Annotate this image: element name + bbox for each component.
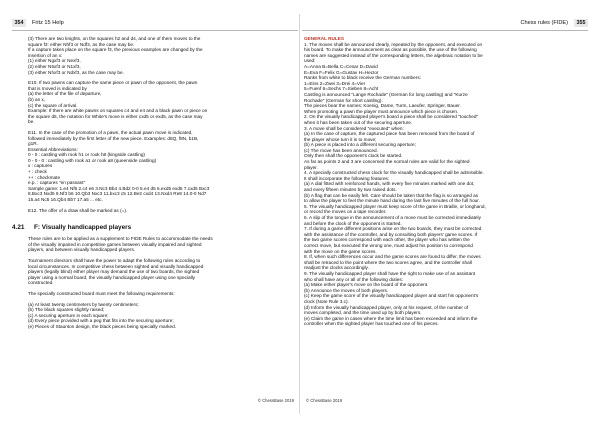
text-line: followed immediately by the first letter of the new piece. Examples: d8Q, f8N, b1B, (28, 135, 199, 141)
text-line: his board. To make the announcement as clear as possible, the use of the following (304, 47, 477, 53)
text-line: and before the clock of the opponent is started. (304, 220, 402, 226)
text-line: 5. The visually handicapped player must keep score of the game in Braille, or longhand, (304, 203, 486, 209)
text-line: (d) Every piece provided with a peg that fits into the securing aperture; (28, 318, 174, 324)
paragraph (28, 80, 296, 125)
text-line: clock (Note Rule 3.c). (304, 298, 349, 304)
text-line: insertion of an x: (28, 52, 63, 58)
header-title: Chess rules (FIDE) (520, 20, 568, 26)
right-page (302, 0, 588, 424)
text-line: Ranks from white to black receive the German numbers: (304, 75, 421, 81)
text-line: when it has been taken out of the securing aperture. (304, 119, 413, 125)
text-line: square f3: either Nhf3 or Ndf3, as the case may be. (28, 41, 135, 47)
section-title: F: Visually handicapped players (34, 224, 132, 232)
text-line: 1. The moves shall be announced clearly, repeated by the opponent, and executed on (304, 41, 483, 47)
text-line: The pieces bear the names: Koenig, Dame, Turm, Laeufer, Springer, Bauer. (304, 103, 461, 109)
text-line: local circumstances. In competitive chess between sighted and visually handicapped (28, 263, 204, 269)
text-line: When promoting a pawn the player must announce which piece is chosen. (304, 108, 459, 114)
text-line: (b) an x, (28, 96, 46, 102)
left-page-header (12, 16, 298, 31)
text-line: (c) the square of arrival. (28, 102, 78, 108)
text-line: 1=Eins 2=Zwei 3=Drei 4=Vier (304, 80, 366, 86)
right-page-body (304, 36, 586, 327)
text-line: (c) The move has been announced. (304, 147, 378, 153)
text-line: players (legally blind) either player may demand the use of two boards, the sighted (28, 269, 200, 275)
text-line: the square d5, the notation for White's move is either cxd5 or exd5, as the case may (28, 113, 203, 119)
paragraph (28, 236, 296, 253)
left-page-body (12, 36, 296, 330)
text-line: (3) either Nhxf3 or Ndxf3, as the case may be. (28, 69, 124, 75)
paragraph (28, 36, 296, 75)
text-line: 8. If, when such differences occur and the game scores are found to differ, the moves (304, 254, 481, 260)
text-line: Tournament directors shall have the power to adapt the following rules according to (28, 258, 201, 263)
text-line: be. (28, 119, 35, 125)
text-line: constructed. (28, 280, 54, 286)
text-line: 7. If during a game different positions arise on the two boards, they must be corrected (304, 226, 482, 232)
text-line: players, and between visually handicapped players. (28, 247, 136, 253)
text-line: with the move on the game scores. (304, 248, 377, 254)
text-line: 6. A slip of the tongue in the announcement of a move must be corrected immediately (304, 215, 481, 220)
text-line: readjust the clocks accordingly. (304, 265, 369, 271)
rules-heading: GENERAL RULES (304, 36, 345, 41)
text-line: used: (304, 58, 316, 64)
text-line: (a) the letter of the file of departure, (28, 91, 102, 97)
text-line: 15.a4 Nc5 16.Qb4 Bb7 17.a5 ... etc. (28, 197, 103, 203)
header-title: Fritz 15 Help (32, 20, 64, 26)
text-line: + : check (28, 169, 47, 175)
text-line: Example: If there are white pawns on squares c4 and e4 and a black pawn or piece on (28, 108, 208, 114)
text-line: E11. In the case of the promotion of a pawn, the actual pawn move is indicated, (28, 129, 193, 135)
text-line: (c) A securing aperture in each square; (28, 312, 109, 318)
text-line: player. (304, 164, 318, 170)
text-line: 2. On the visually handicapped player's board a piece shall be considered "touched" (304, 114, 479, 120)
text-line: or record the moves on a tape recorder. (304, 209, 387, 215)
text-line: (e) Pieces of Staunton design, the black pieces being specially marked. (28, 323, 176, 329)
text-line: (1) either Ngxf3 or Nexf3, (28, 58, 81, 64)
text-line: It shall incorporate the following features: (304, 175, 390, 181)
text-line: g1R. (28, 141, 38, 147)
text-line: (e) Claim the game in cases where the time limit has been exceeded and inform the (304, 315, 478, 321)
text-line: names are suggested instead of the corresponding letters, the algebraic notation to be (304, 52, 483, 58)
text-line: 4. A specially constructed chess clock for the visually handicapped shall be admissible. (304, 170, 484, 176)
page-gutter (299, 14, 300, 414)
text-line: (b) The black squares slightly raised; (28, 307, 105, 313)
section-heading (12, 224, 296, 232)
text-line: These rules are to be applied as a supplement to FIDE Rules to accommodate the needs (28, 236, 213, 242)
text-line: (b) A piece is placed into a different securing aperture; (304, 142, 416, 148)
text-line: x : captures (28, 163, 53, 169)
page-number: 355 (574, 19, 588, 27)
text-line: 9. The visually handicapped player shall have the right to make use of an assistant (304, 270, 476, 276)
text-line: As far as points 2 and 3 are concerned the normal rules are valid for the sighted (304, 159, 470, 165)
text-line: 0 - 0 - 0 : castling with rook a1 or rook a8 (queenside castling) (28, 157, 157, 163)
text-line: If a capture takes place on the square f3, the previous examples are changed by the (28, 47, 203, 53)
text-line: A=Anna B=Bella C=Cesar D=David (304, 63, 378, 69)
text-line: shall be retraced to the point where the two scores agree, and the controller shall (304, 259, 472, 265)
section-number: 4.21 (12, 224, 25, 232)
text-line: 0 - 0 : castling with rook h1 or rook h8 (kingside castling) (28, 152, 145, 158)
page-number: 354 (12, 19, 26, 27)
text-line: the two game scores correspond with each other, the player who has written the (304, 237, 470, 243)
page-footer: © ChessBase 2019 (257, 398, 294, 403)
text-line: Rochade" (German for short castling). (304, 97, 383, 103)
right-page-header (302, 16, 588, 31)
text-line: with the assistance of the controller, and by consulting both players' game scores. If (304, 231, 478, 237)
text-line: moves completed, and the time used up by both players. (304, 310, 422, 316)
text-line: (b) Announce the moves of both players. (304, 287, 389, 293)
text-line: (a) In the case of capture, the captured piece has been removed from the board of (304, 131, 475, 137)
text-line: 3. A move shall be considered "executed" when: (304, 125, 404, 131)
left-page (12, 0, 298, 424)
text-line: that is moved is indicated by (28, 85, 87, 91)
text-line: Castling is announced "Lange Rochade" (German for long castling) and "Kurze (304, 91, 468, 97)
text-line: The specially constructed board must meet the following requirements: (28, 290, 175, 296)
text-line: e.p. : captures "en passant" (28, 180, 86, 186)
text-line: E10. If two pawns can capture the same piece or pawn of the opponent, the pawn (28, 80, 198, 86)
text-line: (a) At least twenty centimeters by twenty centimeters; (28, 301, 139, 307)
text-line: (b) A flag that can be easily felt. Care should be taken that the flag is so arranged as (304, 192, 479, 198)
text-line: to allow the player to feel the minute hand during the last five minutes of the full hour. (304, 198, 480, 204)
text-line: (c) Keep the game score of the visually handicapped player and start his opponent's (304, 293, 479, 299)
text-line: and every fifteen minutes by two raised dots. (304, 187, 397, 193)
text-line: 5=Fuenf 6=Sechs 7=Sieben 8=Acht (304, 86, 379, 92)
text-line: (a) Make either player's move on the board of the opponent. (304, 282, 429, 288)
text-line: (d) Inform the visually handicapped player, only at his request, of the number of (304, 304, 469, 310)
text-line: (3) There are two knights, on the squares h2 and d4, and one of them moves to the (28, 36, 201, 41)
text-line: (2) either N5xf3 or N1xf3, (28, 63, 81, 69)
text-line: (a) A dial fitted with reinforced hands, with every five minutes marked with one dot, (304, 181, 475, 187)
paragraph-gap (28, 213, 296, 218)
text-line: ++ : checkmate (28, 174, 61, 180)
text-line: Only then shall the opponent's clock be started. (304, 153, 403, 159)
text-line: Essential Abbreviations: (28, 146, 78, 152)
paragraph (28, 302, 296, 330)
text-line: Sample game: 1.e4 Nf6 2.c4 e6 3.Nc3 Bb4 4.Bd2 0-0 5.e4 d5 6.exd5 exd5 7.cxd5 Bxc3 (28, 185, 210, 191)
text-line: player using a normal board, the visually handicapped player using one specially (28, 274, 196, 280)
paragraph (28, 130, 296, 203)
text-line: controller when the sighted player has touched one of his pieces. (304, 321, 439, 327)
text-line: E=Eva F=Felix G=Gustav H=Hector (304, 69, 379, 75)
text-line: who shall have any or all of the following duties: (304, 276, 404, 282)
text-line: correct move, but executed the wrong one, must adjust his position to correspond (304, 242, 473, 248)
page-footer: © ChessBase 2019 (306, 398, 343, 403)
text-line: 8.Bxc3 Nxd5 9.Nf3 b6 10.Qb3 Nxc3 11.bxc3 c5 12.Be2 cxd4 13.Nxd4 Re8 14.0-0 Nd7 (28, 191, 207, 197)
text-line: E12. The offer of a draw shall be marked as (=). (28, 207, 128, 213)
text-line: the player whose turn it is to move; (304, 136, 377, 142)
text-line: of the visually impaired in competitive games between visually impaired and sighted (28, 241, 202, 247)
paragraph (28, 258, 296, 286)
